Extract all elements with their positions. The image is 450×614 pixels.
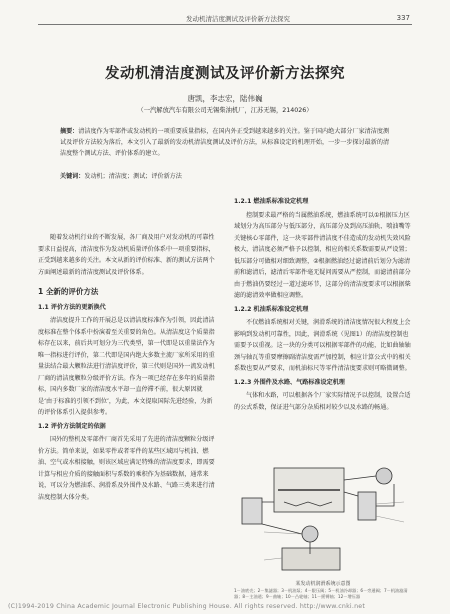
header-rule: [38, 24, 412, 25]
paper-title: 发动机清洁度测试及评价新方法探究: [105, 66, 345, 82]
oil-pan: [282, 548, 340, 570]
running-header-title: 发动机清洁度测试及评价新方法探究: [186, 15, 290, 23]
subsection-heading: 1.2.1 燃油系标准设定机理: [234, 198, 309, 205]
figure-caption: 某发动机润滑系统示意图: [295, 581, 351, 587]
keywords: [60, 171, 392, 180]
copyright-footer: (C)1994-2019 China Academic Journal Electronic Publishing House. All rights reserved. http://www.cnki.net: [8, 603, 365, 610]
abstract-text: 清洁度作为零部件或发动机的一项重要质量指标，在国内外正受到越来越多的关注。鉴于国内绝大部分厂家清洁度测试及评价方法较为落后，本文引入了最新的发动机清洁度测试及评价方法，从标准设定的机理开始，一步一步探讨最新的清洁度整个测试方法、评价体系的建立。: [60, 128, 390, 157]
paragraph: 国外的整机及零部件厂商首先采用了先进的清洁度颗粒分级评价方法。简单来说，如果零件或者零件的某些区域因与机油、燃油、空气或水相接触，则该区域应满足特殊的清洁度要求，即需要计算与相应介质的接触面积与系数的乘积作为基础数据，通常来说，可以分为燃油系、润滑系及外围件及水路、气路三类来进行清洁度控制大体分类。: [38, 436, 215, 501]
figure-legend: 1－油底壳；2－集滤器；3－机油泵；4－限压阀；5－机油冷却器；6－旁通阀；7－机油滤清器；8－主油道；9－曲轴；10－凸轮轴；11－摇臂轴；12－增压器: [234, 588, 408, 599]
subsection-heading: 1.1 评价方法的更新换代: [38, 303, 106, 311]
keywords-label: 关键词：: [60, 173, 85, 180]
keywords-text: 发动机；清洁度；测试；评价新方法: [84, 173, 182, 180]
page-number: 337: [396, 14, 410, 22]
lubrication-system-diagram: [234, 462, 412, 578]
subsection-heading: 1.2.3 外围件及水路、气路标准设定机理: [234, 378, 345, 386]
section-heading: 1 全新的评价方法: [38, 287, 99, 296]
abstract: [60, 126, 392, 159]
abstract-label: 摘要：: [60, 128, 79, 135]
authors: 唐凯，李志宏，陆伟巍: [187, 94, 263, 103]
oil-filter: [358, 492, 376, 520]
turbocharger: [376, 468, 392, 484]
paragraph: 气体和水路，可以根据各个厂家实际情况予以控制，设置合适的公式系数，保证进气部分杂质相对较少以及水路的畅通。: [234, 392, 411, 411]
left-column: [38, 232, 216, 503]
subsection-heading: 1.2 评价方法制定的依据: [38, 422, 106, 430]
right-column: [234, 194, 412, 413]
intro-paragraph: 随着发动机行业的不断发展，各厂商及用户对发动机的可靠性要求日益提高，清洁度作为发动机质量评价体系中一项重要指标，正受到越来越多的关注。本文从新的评价标准、新的测试方法两个方面阐述最新的清洁度测试及评价体系。: [38, 234, 215, 276]
oil-pump: [302, 526, 318, 542]
paragraph: 控制要求最严格的当属燃油系统，燃油系统可以①根据压力区域划分为高压部分与低压部分，高压部分及到高压油轨、喷油嘴等关键核心零部件，这一块零部件清洁度不佳造成的发动机失效风险极大，清洁度必须严格予以控制，相应的相关系数需要从严设置；低压部分可做相对细致调整，②根据燃油经过滤清前后划分为滤清前和滤清后，滤清后零部件毫无疑问需要从严控制，而滤清前部分由于燃油仍要经过一道过滤环节，这部分的清洁度要求可以根据柴滤的滤清效率做相应调整。: [234, 211, 411, 299]
oil-cooler: [242, 498, 262, 524]
subsection-heading: 1.2.2 机油系标准设定机理: [234, 305, 309, 313]
affiliation: （一汽解放汽车有限公司无锡柴油机厂，江苏无锡，214026）: [137, 107, 313, 114]
paragraph: 不仅燃油系统相对关键，润滑系统的清洁度情况很大程度上会影响到发动机可靠性，因此，润滑系统（见图1）的清洁度控制也需要予以重视。这一块的分类可以根据零部件的功能，比如曲轴轴颈与轴瓦等重要摩擦副清洁度需严加控制，相应计算公式中的相关系数也要从严要求，而机油标尺等零件清洁度要求则可略微调整。: [234, 319, 411, 372]
paragraph: 清洁度提升工作的开展总是以清洁度标准作为引领，因此清洁度标准在整个体系中扮演着至关重要的角色。从清洁度这个质量指标存在以来，前后共可划分为三代类型，第一代即是以重量法作为唯一指标进行评价，第二代即是国内绝大多数主流厂家所采用的重量法结合最大颗粒法进行清洁度评价，第三代则是国外一流发动机厂商的清洁度颗粒分级评价方法。作为一项已经存在多年的质量指标，国内多数厂家的清洁度水平却一直停滞不前，很大原因就是‘由于标准的引领不到位’，为此，本文提取国际先进经验，为新的评价体系引入提供参考。: [38, 317, 215, 416]
